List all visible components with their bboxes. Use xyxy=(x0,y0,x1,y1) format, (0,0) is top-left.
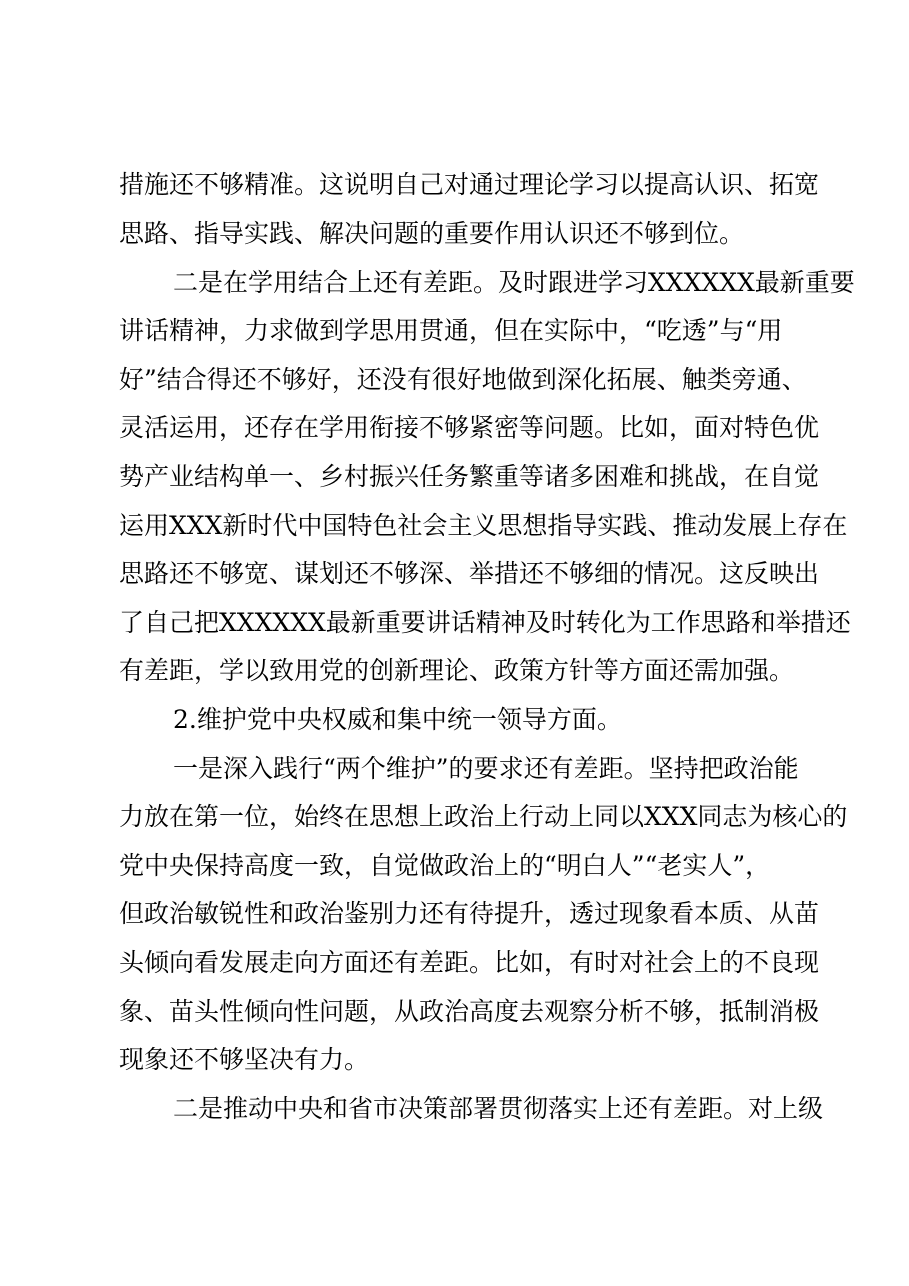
text-line xyxy=(0,1040,909,1080)
text-line-content: 好”结合得还不够好，还没有很好地做到深化拓展、触类旁通、 xyxy=(119,365,807,394)
text-line xyxy=(0,263,909,303)
text-line xyxy=(0,1089,909,1129)
text-line-content: 运用XXX新时代中国特色社会主义思想指导实践、推动发展上存在 xyxy=(119,511,848,540)
text-line xyxy=(0,457,909,497)
text-line xyxy=(0,360,909,400)
text-line xyxy=(0,797,909,837)
text-line-content: 象、苗头性倾向性问题，从政治高度去观察分析不够，抵制消极 xyxy=(119,997,820,1026)
text-line-content: 一是深入践行“两个维护”的要求还有差距。坚持把政治能 xyxy=(173,754,799,783)
text-line-content: 思路还不够宽、谋划还不够深、举措还不够细的情况。这反映出 xyxy=(119,559,820,588)
text-line xyxy=(0,603,909,643)
text-line xyxy=(0,651,909,691)
text-line xyxy=(0,506,909,546)
text-line-content: 力放在第一位，始终在思想上政治上行动上同以XXX同志为核心的 xyxy=(119,802,848,831)
text-line-content: 但政治敏锐性和政治鉴别力还有待提升，透过现象看本质、从苗 xyxy=(119,899,820,928)
text-line xyxy=(0,894,909,934)
text-line xyxy=(0,992,909,1032)
text-line xyxy=(0,943,909,983)
text-line-content: 势产业结构单一、乡村振兴任务繁重等诸多困难和挑战，在自觉 xyxy=(119,462,820,491)
text-line xyxy=(0,846,909,886)
text-line-content: 二是推动中央和省市决策部署贯彻落实上还有差距。对上级 xyxy=(173,1094,824,1123)
text-line-content: 有差距，学以致用党的创新理论、政策方针等方面还需加强。 xyxy=(119,656,795,685)
text-line xyxy=(0,311,909,351)
text-line-content: 了自己把XXXXXX最新重要讲话精神及时转化为工作思路和举措还 xyxy=(119,608,851,637)
text-line-content: 二是在学用结合上还有差距。及时跟进学习XXXXXX最新重要 xyxy=(173,268,855,297)
text-line-content: 党中央保持高度一致，自觉做政治上的“明白人”“老实人”， xyxy=(119,851,771,880)
text-line xyxy=(0,749,909,789)
text-line-content: 现象还不够坚决有力。 xyxy=(119,1045,370,1074)
text-line xyxy=(0,214,909,254)
section-heading xyxy=(0,700,909,740)
text-line xyxy=(0,165,909,205)
section-heading-text: 2.维护党中央权威和集中统一领导方面。 xyxy=(173,705,622,734)
text-line-content: 头倾向看发展走向方面还有差距。比如，有时对社会上的不良现 xyxy=(119,948,820,977)
text-line-content: 思路、指导实践、解决问题的重要作用认识还不够到位。 xyxy=(119,219,745,248)
text-line xyxy=(0,554,909,594)
text-line-content: 措施还不够精准。这说明自己对通过理论学习以提高认识、拓宽 xyxy=(119,170,820,199)
text-line xyxy=(0,408,909,448)
text-line-content: 讲话精神，力求做到学思用贯通，但在实际中，“吃透”与“用 xyxy=(119,316,783,345)
text-line-content: 灵活运用，还存在学用衔接不够紧密等问题。比如，面对特色优 xyxy=(119,413,820,442)
